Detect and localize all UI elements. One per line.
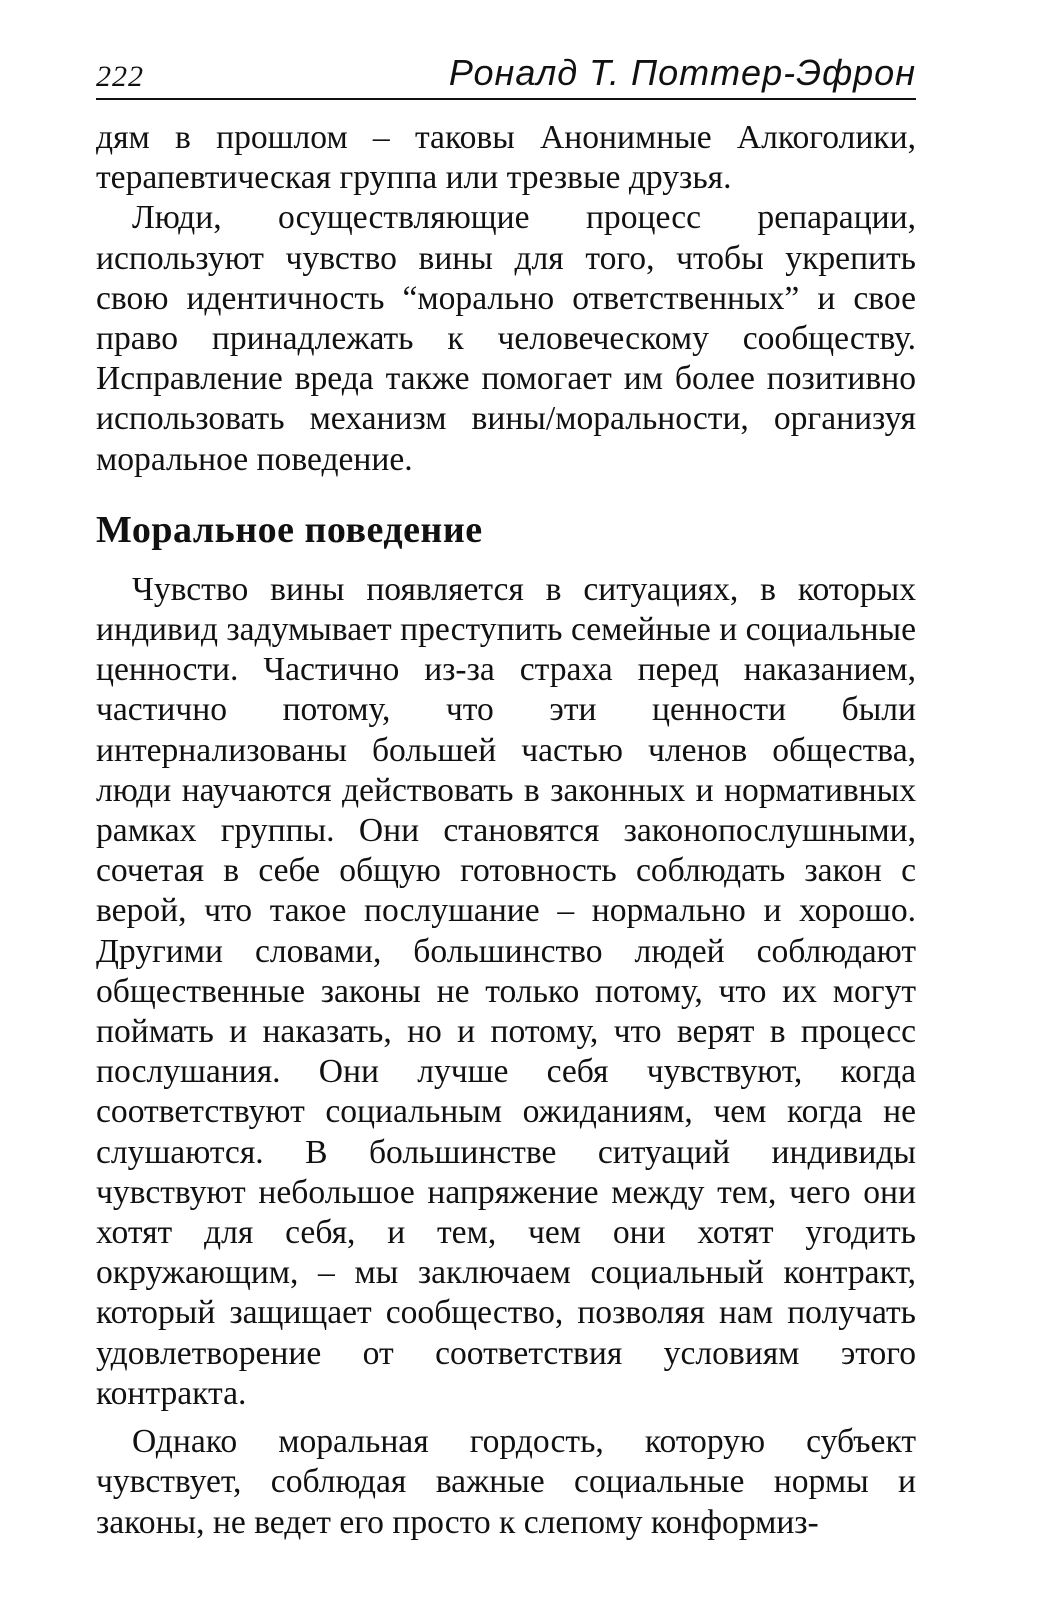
paragraph-continued: дям в прошлом – таковы Анонимные Алкоголики, терапевтическая группа или трезвые друзья.	[96, 119, 916, 197]
section-heading: Моральное поведение	[96, 508, 483, 551]
paragraph-moral-pride: Однако моральная гордость, которую субъект чувствует, соблюдая важные социальные нормы и законы, не ведет его просто к слепому конформиз-	[96, 1423, 916, 1541]
paragraph-reparation: Люди, осуществляющие процесс репарации, используют чувство вины для того, чтобы укрепить свою идентичность “морально ответственных” и свое право принадлежать к человеческому сообществу. Исправление вреда также помогает им более позитивно использовать механизм вины/моральности, организуя моральное поведение.	[96, 199, 916, 478]
paragraph-moral-behavior: Чувство вины появляется в ситуациях, в которых индивид задумывает преступить семейные и социальные ценности. Частично из-за страха перед наказанием, частично потому, что эти ценности были интернализованы большей частью членов общества, люди научаются действовать в законных и нормативных рамках группы. Они становятся законопослушными, сочетая в себе общую готовность соблюдать закон с верой, что такое послушание – нормально и хорошо. Другими словами, большинство людей соблюдают общественные законы не только потому, что их могут поймать и наказать, но и потому, что верят в процесс послушания. Они лучше себя чувствуют, когда соответствуют социальным ожиданиям, чем когда не слушаются. В большинстве ситуаций индивиды чувствуют небольшое напряжение между тем, чего они хотят для себя, и тем, чем они хотят угодить окружающим, – мы заключаем социальный контракт, который защищает сообщество, позволяя нам получать удовлетворение от соответствия условиям этого контракта.	[96, 570, 916, 1412]
running-header	[96, 44, 916, 100]
body-text	[96, 118, 916, 1543]
running-title: Роналд Т. Поттер-Эфрон	[448, 52, 916, 93]
book-page	[96, 44, 916, 1543]
page-number: 222	[96, 60, 144, 93]
